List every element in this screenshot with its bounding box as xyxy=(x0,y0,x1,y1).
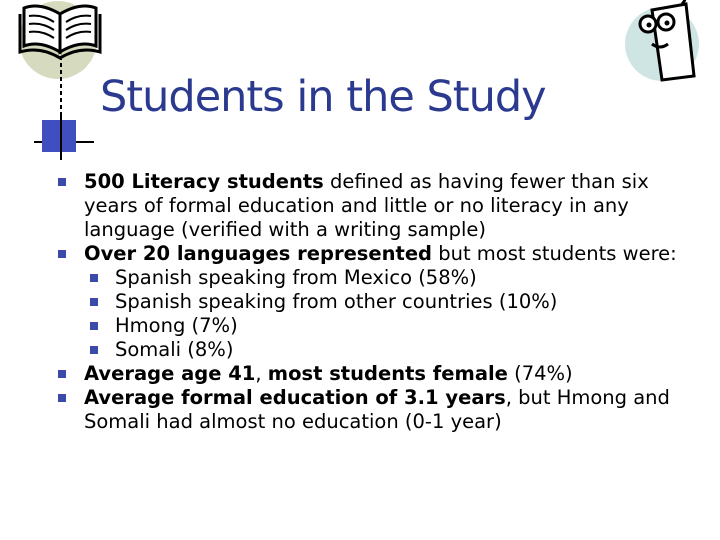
bullet-literacy-students xyxy=(54,170,704,242)
sub-bullet-text: Somali (8%) xyxy=(115,338,234,361)
bullet-text: (74%) xyxy=(507,362,573,385)
title-decoration xyxy=(34,56,94,160)
bullet-bold-text: Average age 41 xyxy=(84,362,256,385)
bullet-languages xyxy=(54,242,704,266)
square-bullet-icon xyxy=(90,322,98,330)
bullet-text: , but Hmong and Somali had almost no education (0-1 year) xyxy=(84,386,670,433)
sub-bullet-text: Spanish speaking from other countries (10%) xyxy=(115,290,558,313)
sub-bullet-item xyxy=(54,338,704,362)
bullet-text: but most students were: xyxy=(432,242,677,265)
slide-title: Students in the Study xyxy=(100,72,546,122)
square-bullet-icon xyxy=(90,274,98,282)
bullet-bold-text: most students female xyxy=(267,362,508,385)
square-bullet-icon xyxy=(58,250,66,258)
bullet-text: defined as having fewer than six years of formal education and little or no literacy in any language (verified with a writing sample) xyxy=(84,170,649,241)
sub-bullet-item xyxy=(54,314,704,338)
bullet-bold-text: 500 Literacy students xyxy=(84,170,324,193)
bullet-average-age xyxy=(54,362,704,386)
square-bullet-icon xyxy=(90,298,98,306)
square-bullet-icon xyxy=(58,178,66,186)
sub-bullet-text: Spanish speaking from Mexico (58%) xyxy=(115,266,477,289)
bullet-text: , xyxy=(255,362,268,385)
bullet-bold-text: Average formal education of 3.1 years xyxy=(84,386,506,409)
square-bullet-icon xyxy=(90,346,98,354)
cartoon-face-icon xyxy=(622,0,704,84)
square-bullet-icon xyxy=(58,394,66,402)
bullet-formal-education xyxy=(54,386,704,434)
sub-bullet-item xyxy=(54,290,704,314)
sub-bullet-text: Hmong (7%) xyxy=(115,314,238,337)
language-sub-list xyxy=(54,266,704,362)
bullet-list xyxy=(54,170,704,434)
bullet-bold-text: Over 20 languages represented xyxy=(84,242,433,265)
sub-bullet-item xyxy=(54,266,704,290)
square-bullet-icon xyxy=(58,370,66,378)
